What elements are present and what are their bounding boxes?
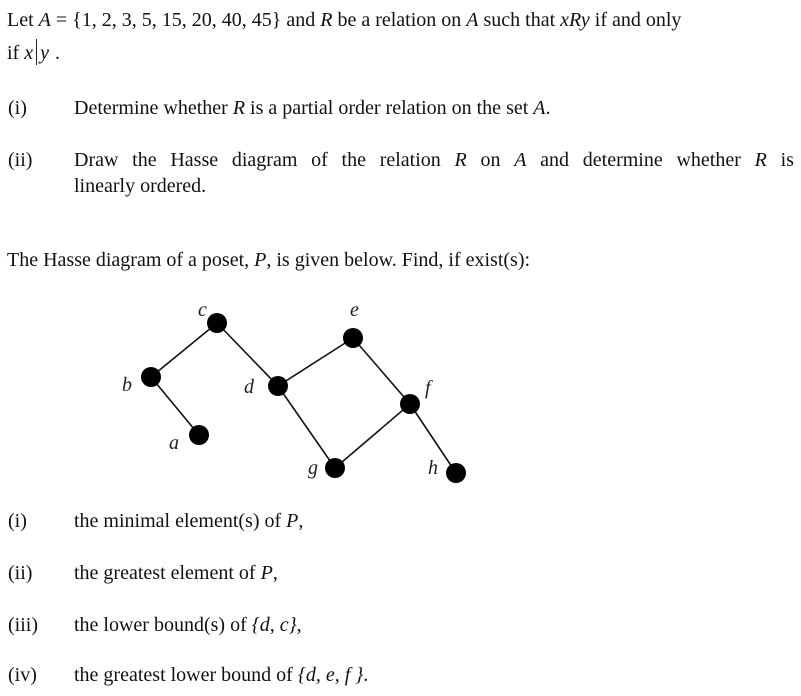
set-symbol-A: A [514, 149, 527, 171]
text-segment: , [298, 510, 304, 532]
edge-d-e [278, 338, 353, 386]
relation-symbol-R: R [232, 97, 246, 119]
math-expression: P [260, 562, 273, 584]
hasse-nodes [141, 313, 466, 483]
set-symbol-A: A [466, 9, 479, 31]
text-segment: , is given below. Find, if exist(s): [266, 249, 531, 271]
hasse-diagram [0, 290, 801, 520]
node-c [207, 313, 227, 333]
item-number: (i) [8, 97, 27, 119]
edge-g-d [278, 386, 335, 468]
edge-a-b [151, 377, 199, 435]
node-label-a: a [169, 432, 179, 454]
text-segment: , [296, 614, 302, 636]
question-text [74, 561, 278, 585]
text-segment: , [272, 562, 278, 584]
word: of [311, 149, 328, 171]
node-h [446, 463, 466, 483]
text-segment: = {1, 2, 3, 5, 15, 20, 40, 45} and [50, 9, 321, 31]
poset-symbol-P: P [254, 249, 267, 271]
node-f [400, 394, 420, 414]
word: determine [582, 149, 663, 171]
text-segment: Determine whether [74, 97, 233, 119]
word: is [780, 149, 794, 171]
question-number: (iv) [8, 664, 37, 686]
text-segment: if and only [589, 9, 682, 31]
text-segment: be a relation on [332, 9, 467, 31]
item-text-line2: linearly ordered. [74, 175, 207, 197]
word: and [540, 149, 570, 171]
word: Draw [74, 149, 119, 171]
node-label-e: e [350, 299, 359, 321]
question-number: (ii) [8, 562, 33, 584]
text-segment: is a partial order relation on the set [245, 97, 534, 119]
problem1-intro-line2 [7, 39, 60, 65]
math-expression: {d, c} [251, 614, 297, 636]
word: the [132, 149, 157, 171]
word: Hasse [170, 149, 219, 171]
set-symbol-A: A [38, 9, 51, 31]
variable-y: y [40, 42, 49, 64]
item-text-justified [74, 148, 794, 172]
question-text [74, 663, 368, 687]
relation-symbol-R: R [320, 9, 333, 31]
problem1-intro-line1 [7, 8, 681, 32]
edge-g-f [335, 404, 410, 468]
relation-expression: xRy [560, 9, 590, 31]
set-symbol-A: A [533, 97, 546, 119]
node-b [141, 367, 161, 387]
text-segment: The Hasse diagram of a poset, [7, 249, 255, 271]
math-expression: {d, e, f } [297, 664, 364, 686]
node-g [325, 458, 345, 478]
question-text [74, 509, 303, 533]
item-number: (ii) [8, 149, 33, 171]
word: diagram [231, 149, 298, 171]
question-number: (i) [8, 510, 27, 532]
text-segment: Let [7, 9, 39, 31]
edge-b-c [151, 323, 217, 377]
node-label-b: b [122, 374, 132, 396]
node-label-h: h [428, 457, 438, 479]
relation-symbol-R: R [454, 149, 467, 171]
node-label-f: f [425, 377, 431, 399]
node-d [268, 376, 288, 396]
word: the [341, 149, 366, 171]
text-segment: . [55, 42, 60, 64]
text-segment: the lower bound(s) of [74, 614, 252, 636]
node-label-g: g [308, 457, 318, 479]
item-text [74, 96, 551, 120]
divides-bar [36, 39, 37, 65]
problem2-intro [7, 248, 530, 272]
edge-f-e [353, 338, 410, 404]
question-text [74, 613, 302, 637]
word: on [480, 149, 501, 171]
node-label-d: d [244, 376, 254, 398]
text-segment: the greatest element of [74, 562, 261, 584]
word: whether [676, 149, 741, 171]
question-number: (iii) [8, 614, 38, 636]
node-a [189, 425, 209, 445]
variable-x: x [24, 42, 34, 64]
text-segment: if [7, 42, 25, 64]
text-segment: such that [478, 9, 561, 31]
node-e [343, 328, 363, 348]
math-expression: P [286, 510, 299, 532]
relation-symbol-R: R [754, 149, 767, 171]
text-segment: . [363, 664, 369, 686]
node-label-c: c [198, 299, 207, 321]
text-segment: the greatest lower bound of [74, 664, 298, 686]
text-segment: the minimal element(s) of [74, 510, 287, 532]
word: relation [379, 149, 441, 171]
text-segment: . [545, 97, 551, 119]
